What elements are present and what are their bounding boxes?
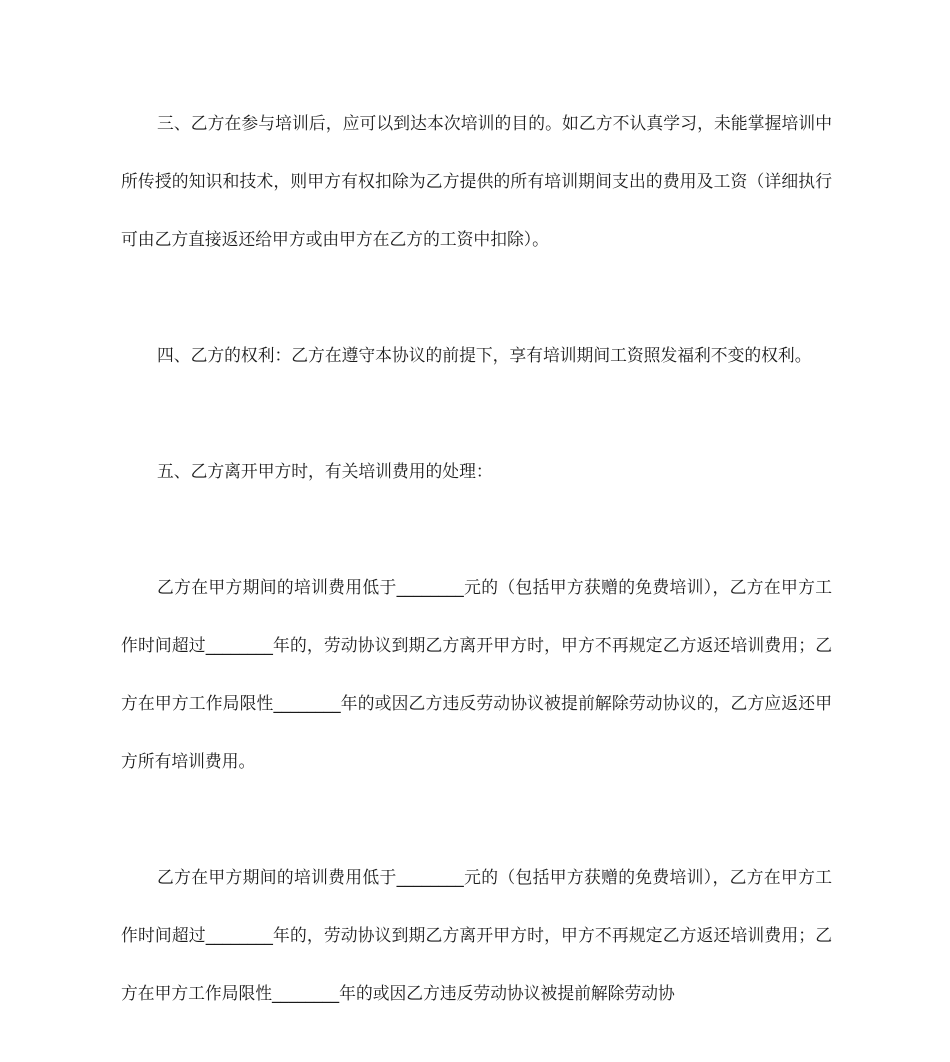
paragraph-clause-3: 三、乙方在参与培训后，应可以到达本次培训的目的。如乙方不认真学习，未能掌握培训中所传授的知识和技术，则甲方有权扣除为乙方提供的所有培训期间支出的费用及工资（详细执行可由乙方直接返还给甲方或由甲方在乙方的工资中扣除）。 [121, 113, 832, 249]
paragraph-spacer [121, 500, 832, 558]
document-body [121, 94, 832, 1022]
paragraph-spacer [121, 790, 832, 848]
paragraph-clause-5: 五、乙方离开甲方时，有关培训费用的处理： [157, 461, 493, 481]
paragraph-training-fee-rule-2: 乙方在甲方期间的培训费用低于________元的（包括甲方获赠的免费培训），乙方在甲方工作时间超过________年的，劳动协议到期乙方离开甲方时，甲方不再规定乙方返还培训费用；乙方在甲方工作局限性________年的或因乙方违反劳动协议被提前解除劳动协 [121, 867, 832, 1003]
paragraph-clause-4: 四、乙方的权利：乙方在遵守本协议的前提下，享有培训期间工资照发福利不变的权利。 [157, 345, 812, 365]
paragraph-spacer [121, 384, 832, 442]
paragraph-spacer [121, 268, 832, 326]
paragraph-training-fee-rule-1: 乙方在甲方期间的培训费用低于________元的（包括甲方获赠的免费培训），乙方在甲方工作时间超过________年的，劳动协议到期乙方离开甲方时，甲方不再规定乙方返还培训费用；乙方在甲方工作局限性________年的或因乙方违反劳动协议被提前解除劳动协议的，乙方应返还甲方所有培训费用。 [121, 577, 832, 771]
